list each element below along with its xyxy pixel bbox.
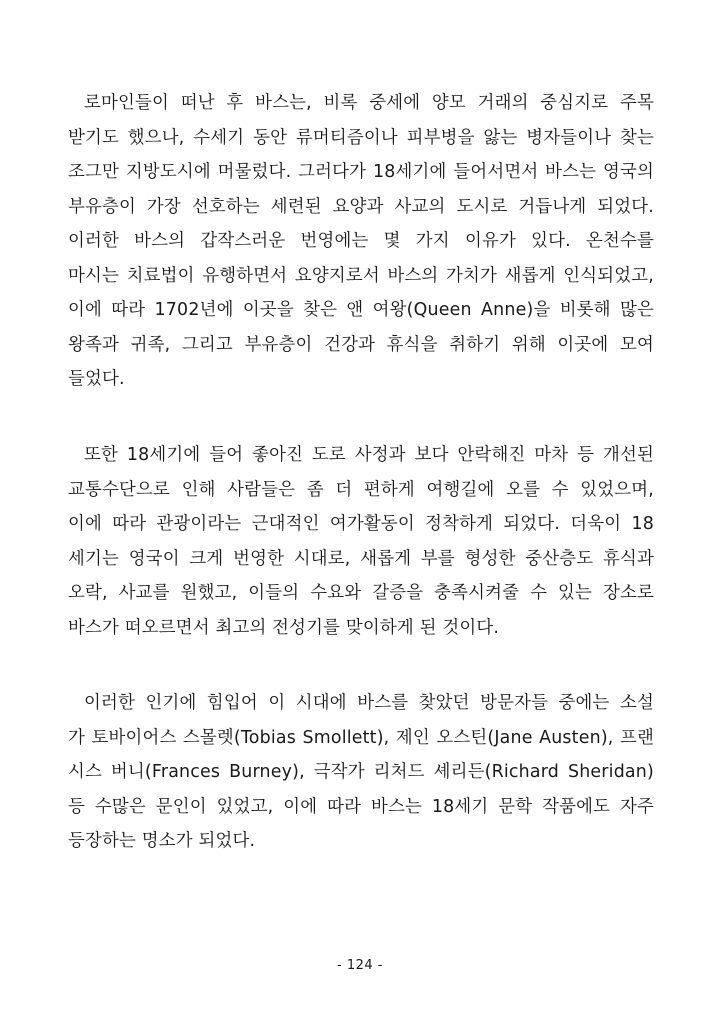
paragraph-3 <box>68 686 654 859</box>
text-line: 또한 18세기에 들어 좋아진 도로 사정과 보다 안락해진 마차 등 개선된 <box>84 445 654 465</box>
paragraph-2 <box>68 438 654 645</box>
text-line: 등장하는 명소가 되었다. <box>68 831 256 851</box>
text-line: 이에 따라 1702년에 이곳을 찾은 앤 여왕(Queen Anne)을 비롯해 많은 <box>68 300 654 320</box>
text-line: 마시는 치료법이 유행하면서 요양지로서 바스의 가치가 새롭게 인식되었고, <box>68 265 654 286</box>
page-number: - 124 - <box>337 958 383 973</box>
text-line: 로마인들이 떠난 후 바스는, 비록 중세에 양모 거래의 중심지로 주목 <box>84 93 654 113</box>
text-line: 바스가 떠오르면서 최고의 전성기를 맞이하게 된 것이다. <box>68 617 500 638</box>
text-line: 받기도 했으나, 수세기 동안 류머티즘이나 피부병을 앓는 병자들이나 찾는 <box>68 127 654 148</box>
text-line: 세기는 영국이 크게 번영한 시대로, 새롭게 부를 형성한 중산층도 휴식과 <box>68 548 654 569</box>
text-line: 등 수많은 문인이 있었고, 이에 따라 바스는 18세기 문학 작품에도 자주 <box>68 796 654 817</box>
text-line: 이러한 바스의 갑작스러운 번영에는 몇 가지 이유가 있다. 온천수를 <box>68 231 654 251</box>
text-line: 교통수단으로 인해 사람들은 좀 더 편하게 여행길에 오를 수 있었으며, <box>68 479 654 500</box>
text-line: 이러한 인기에 힘입어 이 시대에 바스를 찾았던 방문자들 중에는 소설 <box>84 693 654 713</box>
text-line: 이에 따라 관광이라는 근대적인 여가활동이 정착하게 되었다. 더욱이 18 <box>68 514 654 534</box>
text-line: 조그만 지방도시에 머물렀다. 그러다가 18세기에 들어서면서 바스는 영국의 <box>68 162 654 182</box>
text-line: 가 토바이어스 스몰렛(Tobias Smollett), 제인 오스틴(Jane Austen), 프랜 <box>68 727 654 748</box>
paragraph-1 <box>68 86 654 397</box>
text-line: 들었다. <box>68 369 125 389</box>
text-line: 부유층이 가장 선호하는 세련된 요양과 사교의 도시로 거듭나게 되었다. <box>68 196 654 217</box>
text-line: 시스 버니(Frances Burney), 극작가 리처드 셰리든(Richard Sheridan) <box>68 762 654 782</box>
text-line: 오락, 사교를 원했고, 이들의 수요와 갈증을 충족시켜줄 수 있는 장소로 <box>68 583 654 603</box>
text-line: 왕족과 귀족, 그리고 부유층이 건강과 휴식을 취하기 위해 이곳에 모여 <box>68 334 654 355</box>
